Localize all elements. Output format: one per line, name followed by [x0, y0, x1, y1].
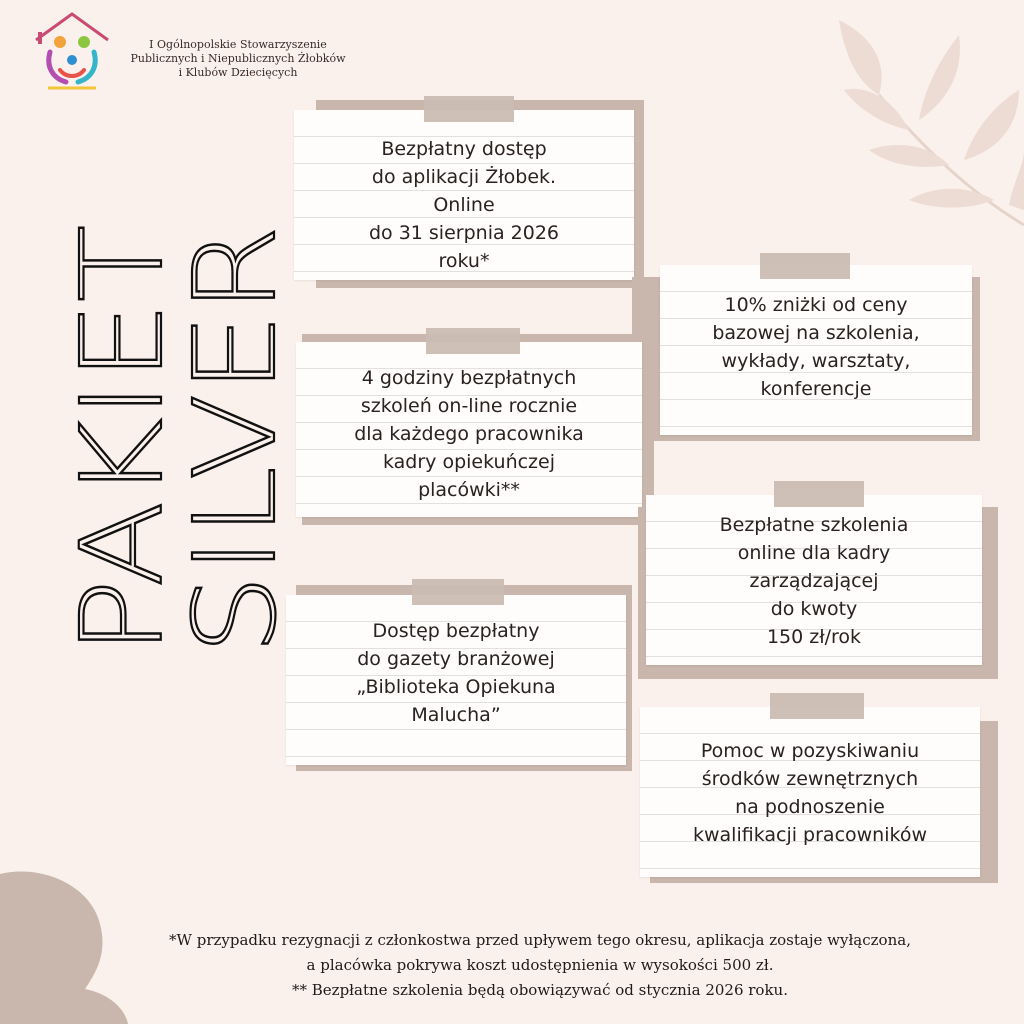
title-line-pakiet: PAKIET [58, 272, 188, 655]
benefit-card-discount [660, 265, 972, 435]
footnote-line1: *W przypadku rezygnacji z członkostwa przed upływem tego okresu, aplikacja zostaje wyłączona, [169, 931, 911, 949]
organization-name-line2: Publicznych i Niepublicznych Żłobków [130, 52, 346, 65]
benefit-text: Bezpłatne szkolenia online dla kadry zarządzającej do kwoty 150 zł/rok [719, 514, 909, 648]
benefit-card-training-hours [296, 342, 642, 517]
benefit-card-funding-help [640, 707, 980, 877]
organization-name [118, 38, 358, 80]
tape-strip [770, 693, 864, 719]
organization-name-line3: i Klubów Dziecięcych [178, 66, 298, 79]
benefit-text: Pomoc w pozyskiwaniu środków zewnętrznych na podnoszenie kwalifikacji pracowników [692, 740, 927, 846]
leaf-decoration [824, 0, 1024, 240]
benefit-text: 4 godziny bezpłatnych szkoleń on-line rocznie dla każdego pracownika kadry opiekuńczej placówki** [354, 367, 584, 501]
benefit-card-magazine [286, 595, 626, 765]
tape-strip [424, 96, 514, 122]
benefit-text: Bezpłatny dostęp do aplikacji Żłobek. Online do 31 sierpnia 2026 roku* [368, 138, 560, 272]
benefit-text: 10% zniżki od ceny bazowej na szkolenia, wykłady, warsztaty, konferencje [712, 294, 920, 400]
page-title [28, 210, 301, 660]
footnotes [80, 928, 1000, 1003]
organization-logo [26, 8, 118, 94]
tape-strip [760, 253, 850, 279]
organization-header [26, 8, 346, 98]
tape-strip [426, 328, 520, 354]
tape-strip [412, 579, 504, 605]
footnote-line2: a placówka pokrywa koszt udostępnienia w wysokości 500 zł. [306, 956, 774, 974]
benefit-card-management-training [646, 495, 982, 665]
footnote-line3: ** Bezpłatne szkolenia będą obowiązywać od stycznia 2026 roku. [292, 981, 788, 999]
benefit-card-app-access [294, 110, 634, 280]
title-line-silver: SILVER [171, 275, 301, 655]
tape-strip [774, 481, 864, 507]
organization-name-line1: I Ogólnopolskie Stowarzyszenie [149, 38, 327, 51]
benefit-text: Dostęp bezpłatny do gazety branżowej „Biblioteka Opiekuna Malucha” [356, 620, 556, 726]
